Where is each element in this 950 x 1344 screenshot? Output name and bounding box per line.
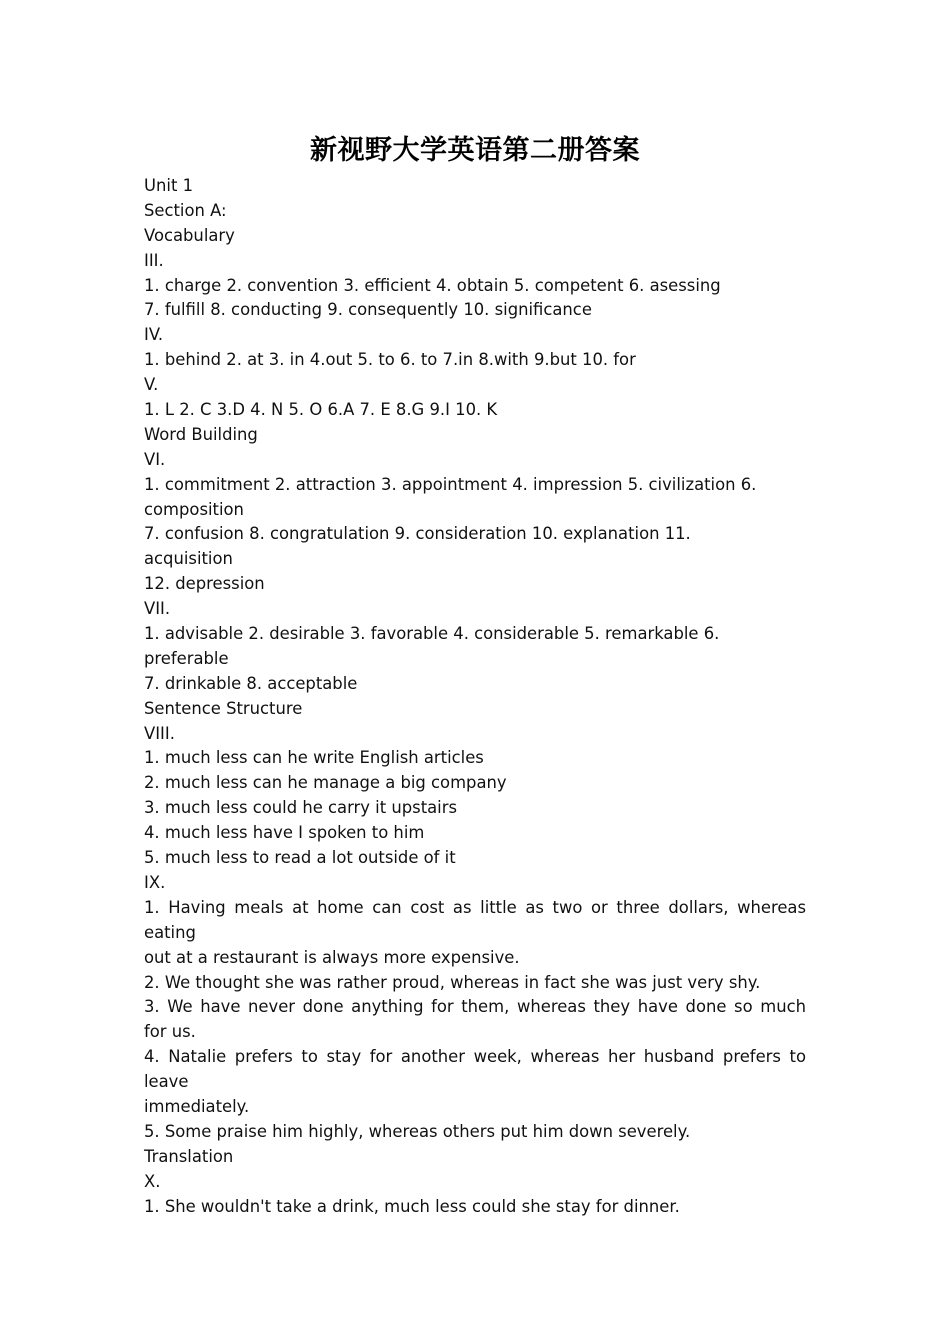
- text-line: 1. charge 2. convention 3. efficient 4. obtain 5. competent 6. asessing: [144, 275, 721, 295]
- text-line: 1. L 2. C 3.D 4. N 5. O 6.A 7. E 8.G 9.I 10. K: [144, 400, 498, 420]
- text-line: V.: [144, 375, 159, 395]
- text-line: VIII.: [144, 723, 175, 743]
- text-line: Section A:: [144, 200, 227, 220]
- text-line: preferable: [144, 648, 229, 668]
- text-line: IX.: [144, 872, 166, 892]
- text-line: 2. much less can he manage a big company: [144, 773, 507, 793]
- text-line: 1. Having meals at home can cost as little as two or three dollars, whereas: [144, 897, 806, 917]
- text-line: Sentence Structure: [144, 698, 303, 718]
- text-line: 5. Some praise him highly, whereas others put him down severely.: [144, 1121, 691, 1141]
- text-line: 7. drinkable 8. acceptable: [144, 673, 358, 693]
- text-line: acquisition: [144, 549, 233, 569]
- text-line: 2. We thought she was rather proud, whereas in fact she was just very shy.: [144, 972, 761, 992]
- text-line: out at a restaurant is always more expensive.: [144, 947, 520, 967]
- text-line: immediately.: [144, 1096, 250, 1116]
- text-line: X.: [144, 1171, 161, 1191]
- text-line: 1. much less can he write English articles: [144, 748, 484, 768]
- text-line: VII.: [144, 599, 171, 619]
- text-line: for us.: [144, 1022, 196, 1042]
- text-line: leave: [144, 1072, 189, 1092]
- text-line: 1. advisable 2. desirable 3. favorable 4. considerable 5. remarkable 6.: [144, 624, 720, 644]
- text-line: 1. commitment 2. attraction 3. appointment 4. impression 5. civilization 6.: [144, 474, 757, 494]
- text-line: VI.: [144, 449, 166, 469]
- text-line: 1. behind 2. at 3. in 4.out 5. to 6. to 7.in 8.with 9.but 10. for: [144, 350, 636, 370]
- text-line: 7. fulfill 8. conducting 9. consequently 10. significance: [144, 300, 592, 320]
- text-line: 3. much less could he carry it upstairs: [144, 798, 457, 818]
- document-title: 新视野大学英语第二册答案: [310, 135, 640, 166]
- text-line: 12. depression: [144, 574, 265, 594]
- text-line: 1. She wouldn't take a drink, much less could she stay for dinner.: [144, 1196, 680, 1216]
- text-line: 5. much less to read a lot outside of it: [144, 848, 456, 868]
- text-line: III.: [144, 250, 164, 270]
- text-line: Word Building: [144, 424, 258, 444]
- text-line: composition: [144, 499, 244, 519]
- text-line: 7. confusion 8. congratulation 9. consideration 10. explanation 11.: [144, 524, 691, 544]
- text-line: Vocabulary: [144, 225, 235, 245]
- text-line: 4. much less have I spoken to him: [144, 823, 425, 843]
- text-line: Unit 1: [144, 176, 194, 195]
- text-line: 4. Natalie prefers to stay for another week, whereas her husband prefers to: [144, 1047, 806, 1067]
- text-line: IV.: [144, 325, 164, 345]
- document-body: [144, 174, 806, 1219]
- text-line: Translation: [144, 1146, 234, 1166]
- text-line: 3. We have never done anything for them, whereas they have done so much: [144, 997, 806, 1017]
- text-line: eating: [144, 922, 196, 942]
